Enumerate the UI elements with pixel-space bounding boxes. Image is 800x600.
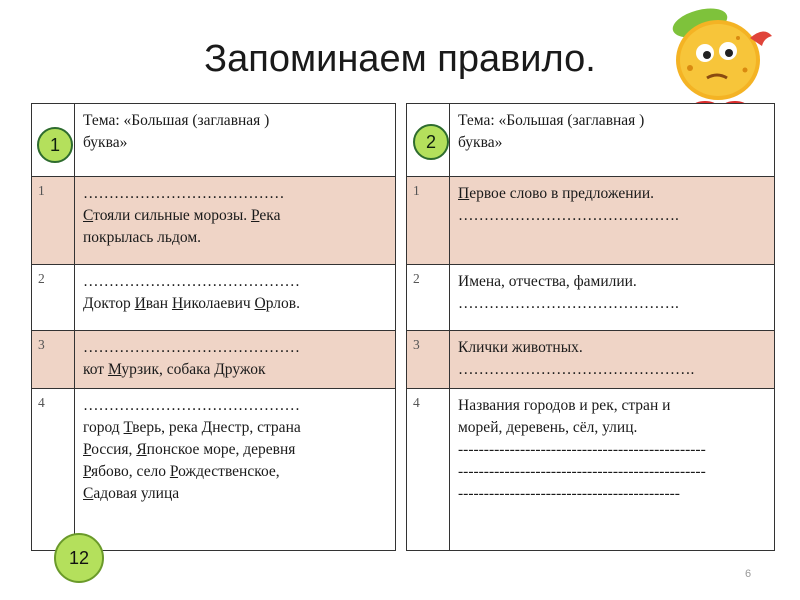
page-number: 6 xyxy=(745,568,752,580)
table1-number-badge: 1 xyxy=(37,127,73,163)
capital-letter: Р xyxy=(83,463,92,480)
slide-badge: 12 xyxy=(54,533,104,583)
table-row xyxy=(32,265,396,331)
row-number: 4 xyxy=(32,389,75,551)
text-line xyxy=(83,205,387,227)
capital-letter: О xyxy=(254,295,266,312)
text-line xyxy=(458,439,766,461)
text-segment: адовая улица xyxy=(93,485,180,502)
text-line xyxy=(83,183,387,205)
text-line xyxy=(458,483,766,505)
capital-letter: П xyxy=(458,185,470,202)
text-segment: …………………………………… xyxy=(83,397,300,414)
capital-letter: Н xyxy=(171,295,184,312)
text-segment: тояли сильные морозы. xyxy=(93,207,251,224)
row-text xyxy=(75,265,396,331)
rule-table-2 xyxy=(406,103,775,551)
text-line xyxy=(458,337,766,359)
text-segment: ружок xyxy=(224,361,266,378)
text-line xyxy=(458,417,766,439)
text-line xyxy=(83,417,387,439)
row-text xyxy=(75,389,396,551)
text-line xyxy=(458,183,766,205)
text-segment: кот xyxy=(83,361,108,378)
capital-letter: М xyxy=(107,361,122,378)
capital-letter: С xyxy=(83,485,94,502)
table1-header-line: Тема: «Большая (заглавная ) xyxy=(83,112,270,129)
table2-header-line: Тема: «Большая (заглавная ) xyxy=(458,112,645,129)
text-segment: Доктор xyxy=(83,295,135,312)
text-segment: морей, деревень, сёл, улиц. xyxy=(458,419,638,436)
row-number: 3 xyxy=(407,331,450,389)
row-number: 3 xyxy=(32,331,75,389)
table-row xyxy=(407,177,775,265)
capital-letter: Д xyxy=(214,361,225,378)
text-segment: ервое слово в предложении. xyxy=(469,185,654,202)
text-segment: оссия, xyxy=(91,441,137,458)
rule-table-1 xyxy=(31,103,396,551)
table-row xyxy=(407,331,775,389)
table-row xyxy=(32,177,396,265)
lemon-character-icon xyxy=(650,8,780,113)
text-segment: …………………………………… xyxy=(83,273,300,290)
text-line xyxy=(458,461,766,483)
text-line xyxy=(83,271,387,293)
capital-letter: С xyxy=(83,207,94,224)
text-segment: Имена, отчества, фамилии. xyxy=(458,273,637,290)
text-segment: ождественское, xyxy=(178,463,280,480)
row-text xyxy=(75,331,396,389)
text-line xyxy=(83,337,387,359)
row-number: 1 xyxy=(407,177,450,265)
text-line xyxy=(83,359,387,381)
text-line xyxy=(83,483,387,505)
capital-letter: Я xyxy=(136,441,147,458)
capital-letter: Д xyxy=(201,419,213,436)
row-number: 1 xyxy=(32,177,75,265)
row-text xyxy=(450,389,775,551)
text-line xyxy=(83,395,387,417)
text-line xyxy=(458,271,766,293)
row-number: 2 xyxy=(407,265,450,331)
text-segment: понское море, деревня xyxy=(146,441,296,458)
text-line xyxy=(83,293,387,315)
row-number: 2 xyxy=(32,265,75,331)
text-segment: ……………………………………. xyxy=(458,207,679,224)
capital-letter: Р xyxy=(251,207,260,224)
text-segment: город xyxy=(83,419,124,436)
row-number: 4 xyxy=(407,389,450,551)
text-segment: ………………………………… xyxy=(83,185,285,202)
text-segment: ………………………………………. xyxy=(458,361,695,378)
text-segment: покрылась льдом. xyxy=(83,229,202,246)
text-segment: урзик, собака xyxy=(121,361,215,378)
text-line xyxy=(458,395,766,417)
capital-letter: И xyxy=(134,295,146,312)
text-segment: иколаевич xyxy=(183,295,255,312)
table1-header-line: буква» xyxy=(83,134,128,151)
table1-header xyxy=(75,104,396,177)
text-line xyxy=(83,227,387,249)
page-title: Запоминаем правило. xyxy=(204,38,596,80)
table-row xyxy=(32,389,396,551)
text-line xyxy=(458,359,766,381)
row-text xyxy=(450,331,775,389)
text-segment: нестр, страна xyxy=(212,419,301,436)
text-segment: ------------------------------------------------ xyxy=(458,441,706,458)
text-segment: …………………………………… xyxy=(83,339,300,356)
text-segment: ------------------------------------------------ xyxy=(458,463,706,480)
table2-number-badge: 2 xyxy=(413,124,449,160)
row-text xyxy=(450,265,775,331)
table-row xyxy=(32,331,396,389)
text-line xyxy=(83,439,387,461)
table-row xyxy=(407,265,775,331)
row-text xyxy=(450,177,775,265)
capital-letter: Т xyxy=(123,419,133,436)
text-segment: Названия городов и рек, стран и xyxy=(458,397,671,414)
text-segment: рлов. xyxy=(265,295,300,312)
text-segment: ека xyxy=(259,207,281,224)
text-segment: ------------------------------------------- xyxy=(458,485,680,502)
text-segment: ……………………………………. xyxy=(458,295,679,312)
row-text xyxy=(75,177,396,265)
text-line xyxy=(458,205,766,227)
text-line xyxy=(83,461,387,483)
text-segment: Клички животных. xyxy=(458,339,583,356)
text-segment: верь, река xyxy=(132,419,202,436)
text-segment: ван xyxy=(145,295,172,312)
text-line xyxy=(458,293,766,315)
table-row xyxy=(407,389,775,551)
table2-header-line: буква» xyxy=(458,134,503,151)
table2-header xyxy=(450,104,775,177)
text-segment: ябово, село xyxy=(91,463,170,480)
capital-letter: Р xyxy=(83,441,92,458)
capital-letter: Р xyxy=(169,463,179,480)
